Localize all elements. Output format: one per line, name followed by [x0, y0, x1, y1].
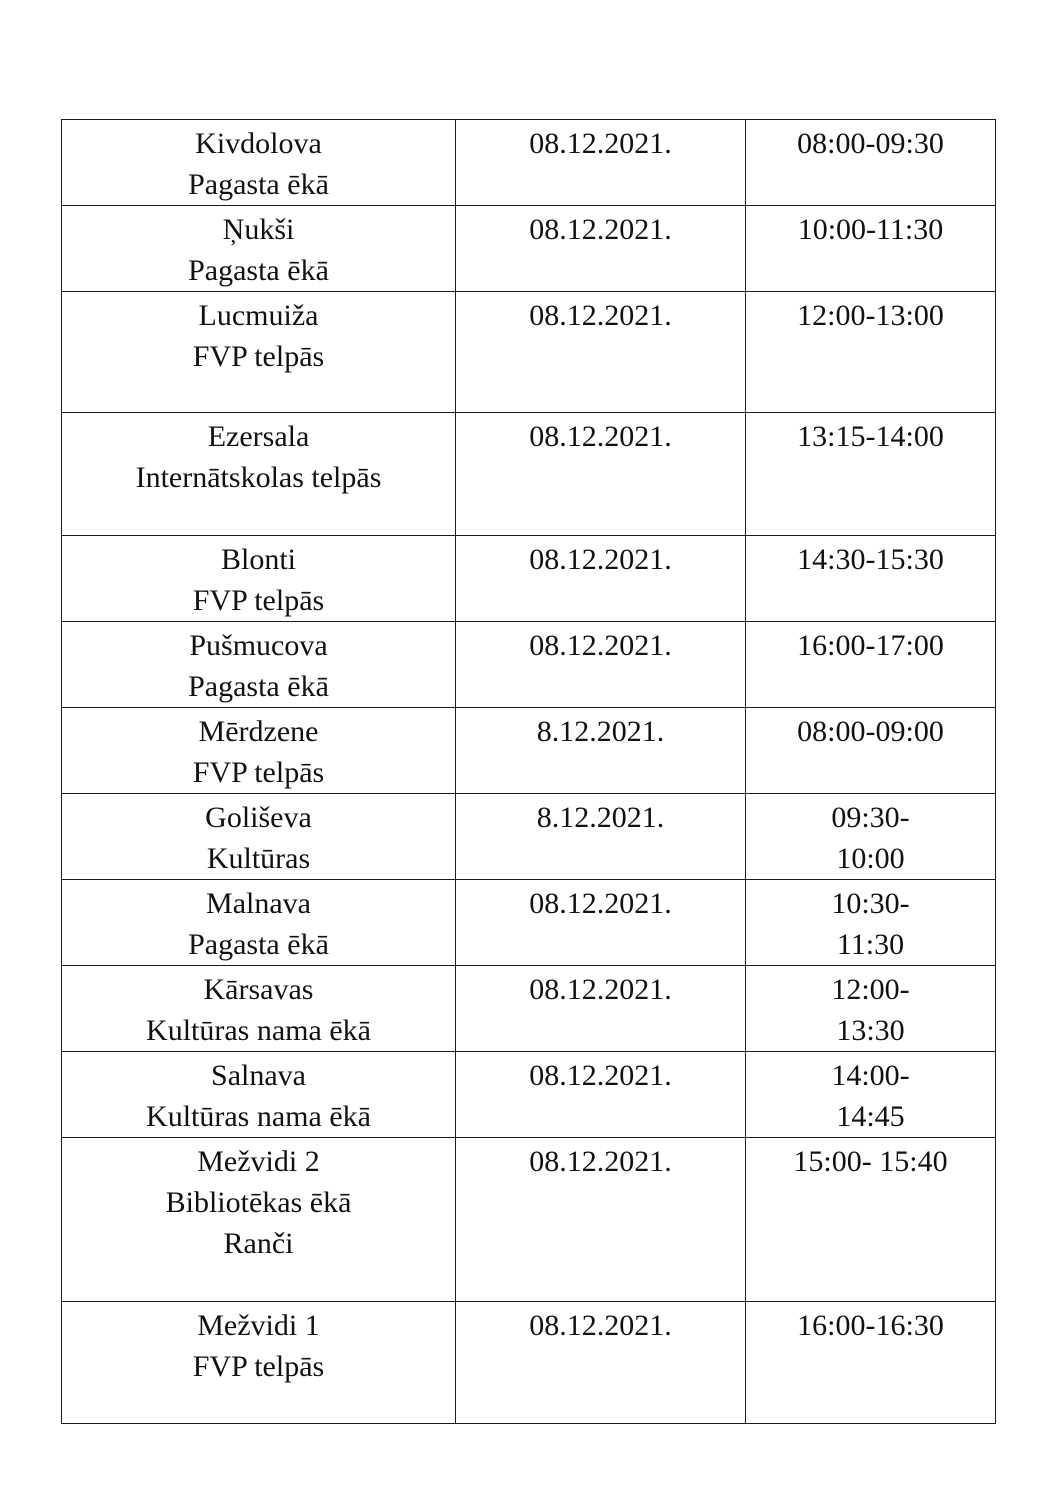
table-row	[62, 880, 996, 966]
location-cell	[62, 794, 456, 880]
table-row	[62, 1302, 996, 1424]
table-row	[62, 794, 996, 880]
location-cell	[62, 1138, 456, 1302]
location-name: Ņukši	[222, 213, 295, 246]
location-cell	[62, 1302, 456, 1424]
location-name: Ezersala	[207, 420, 310, 453]
location-cell	[62, 292, 456, 413]
table-row	[62, 120, 996, 206]
time-value: 14:30-15:30	[797, 543, 944, 576]
location-cell	[62, 622, 456, 708]
location-cell	[62, 880, 456, 966]
date-cell	[456, 536, 746, 622]
location-name: Salnava	[211, 1059, 306, 1092]
venue-line: Pagasta ēkā	[188, 670, 329, 703]
table-row	[62, 1138, 996, 1302]
date-cell	[456, 708, 746, 794]
date-cell	[456, 413, 746, 536]
time-value: 15:00- 15:40	[793, 1145, 948, 1178]
venue-line: FVP telpās	[192, 1350, 325, 1383]
date-value: 08.12.2021.	[529, 420, 672, 453]
time-cell	[746, 880, 996, 966]
date-value: 08.12.2021.	[529, 887, 672, 920]
location-cell	[62, 206, 456, 292]
location-name: Lucmuiža	[198, 299, 319, 332]
time-cell	[746, 1302, 996, 1424]
venue-line: FVP telpās	[192, 584, 325, 617]
date-cell	[456, 794, 746, 880]
time-value: 13:30	[836, 1014, 905, 1047]
time-cell	[746, 794, 996, 880]
time-cell	[746, 536, 996, 622]
time-value: 14:00-	[831, 1059, 910, 1092]
time-value: 10:30-	[831, 887, 910, 920]
time-value: 08:00-09:00	[797, 715, 944, 748]
table-row	[62, 292, 996, 413]
time-cell	[746, 1052, 996, 1138]
time-cell	[746, 1138, 996, 1302]
time-cell	[746, 206, 996, 292]
venue-line: Kultūras nama ēkā	[146, 1014, 371, 1047]
location-cell	[62, 120, 456, 206]
date-value: 08.12.2021.	[529, 299, 672, 332]
date-cell	[456, 292, 746, 413]
table-row	[62, 206, 996, 292]
table-row	[62, 536, 996, 622]
location-cell	[62, 536, 456, 622]
venue-line: Ranči	[223, 1227, 294, 1260]
date-value: 8.12.2021.	[536, 715, 665, 748]
location-name: Mērdzene	[198, 715, 319, 748]
time-value: 13:15-14:00	[797, 420, 944, 453]
venue-line: Kultūras nama ēkā	[146, 1100, 371, 1133]
location-cell	[62, 413, 456, 536]
table-row	[62, 622, 996, 708]
date-value: 08.12.2021.	[529, 543, 672, 576]
time-value: 12:00-	[831, 973, 910, 1006]
venue-line: Pagasta ēkā	[188, 254, 329, 287]
time-value: 09:30-	[831, 801, 910, 834]
location-cell	[62, 708, 456, 794]
date-cell	[456, 120, 746, 206]
table-row	[62, 708, 996, 794]
time-value: 11:30	[836, 928, 905, 961]
date-cell	[456, 1052, 746, 1138]
location-name: Kivdolova	[195, 127, 322, 160]
time-value: 16:00-17:00	[797, 629, 944, 662]
time-value: 14:45	[836, 1100, 905, 1133]
date-value: 08.12.2021.	[529, 629, 672, 662]
time-value: 10:00	[836, 842, 905, 875]
date-cell	[456, 206, 746, 292]
location-name: Kārsavas	[203, 973, 314, 1006]
time-value: 12:00-13:00	[797, 299, 944, 332]
venue-line: Kultūras	[206, 842, 311, 875]
time-cell	[746, 622, 996, 708]
location-cell	[62, 966, 456, 1052]
location-name: Blonti	[220, 543, 296, 576]
date-value: 8.12.2021.	[536, 801, 665, 834]
location-name: Mežvidi 1	[197, 1309, 320, 1342]
venue-line: Pagasta ēkā	[188, 168, 329, 201]
time-value: 16:00-16:30	[797, 1309, 944, 1342]
venue-line: Internātskolas telpās	[135, 461, 382, 494]
table-row	[62, 413, 996, 536]
date-value: 08.12.2021.	[529, 213, 672, 246]
schedule-table	[61, 119, 996, 1424]
date-cell	[456, 1302, 746, 1424]
location-name: Pušmucova	[189, 629, 328, 662]
venue-line: Pagasta ēkā	[188, 928, 329, 961]
time-cell	[746, 120, 996, 206]
time-cell	[746, 966, 996, 1052]
location-name: Malnava	[206, 887, 311, 920]
date-value: 08.12.2021.	[529, 1309, 672, 1342]
location-cell	[62, 1052, 456, 1138]
time-cell	[746, 292, 996, 413]
date-value: 08.12.2021.	[529, 127, 672, 160]
date-value: 08.12.2021.	[529, 973, 672, 1006]
table-row	[62, 966, 996, 1052]
schedule-body	[62, 120, 996, 1424]
time-value: 10:00-11:30	[797, 213, 944, 246]
venue-line: FVP telpās	[192, 756, 325, 789]
time-cell	[746, 708, 996, 794]
time-value: 08:00-09:30	[797, 127, 944, 160]
date-cell	[456, 966, 746, 1052]
date-value: 08.12.2021.	[529, 1059, 672, 1092]
time-cell	[746, 413, 996, 536]
location-name: Mežvidi 2	[197, 1145, 320, 1178]
date-value: 08.12.2021.	[529, 1145, 672, 1178]
venue-line: Bibliotēkas ēkā	[165, 1186, 352, 1219]
date-cell	[456, 880, 746, 966]
date-cell	[456, 1138, 746, 1302]
venue-line: FVP telpās	[192, 340, 325, 373]
location-name: Goliševa	[205, 801, 312, 834]
table-row	[62, 1052, 996, 1138]
date-cell	[456, 622, 746, 708]
